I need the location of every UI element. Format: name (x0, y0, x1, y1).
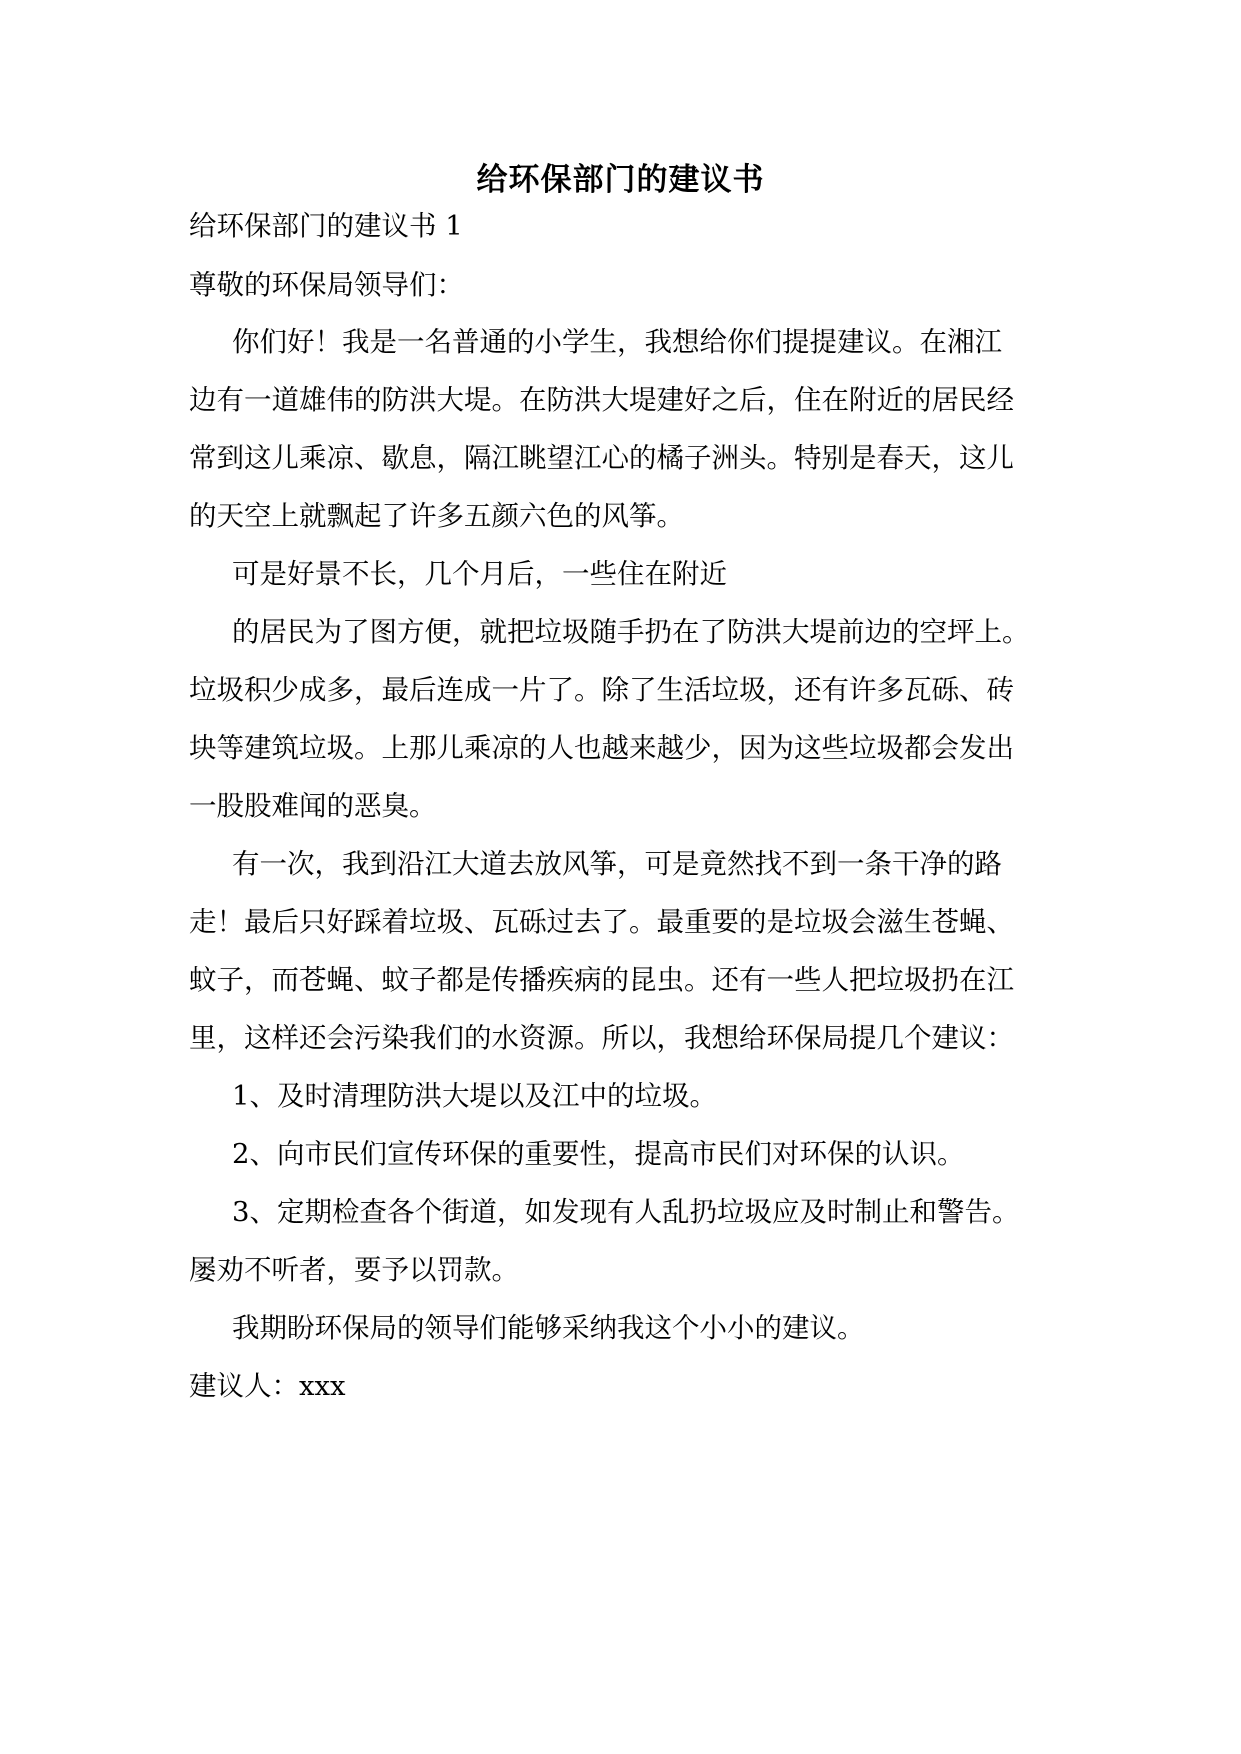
signature: 建议人：xxx (189, 1370, 346, 1402)
paragraph-line: 蚊子，而苍蝇、蚊子都是传播疾病的昆虫。还有一些人把垃圾扔在江 (189, 964, 1014, 996)
paragraph-line: 可是好景不长，几个月后，一些住在附近 (232, 558, 727, 590)
suggestion-item: 1、及时清理防洪大堤以及江中的垃圾。 (232, 1080, 717, 1112)
paragraph-line: 里，这样还会污染我们的水资源。所以，我想给环保局提几个建议： (189, 1022, 1014, 1054)
paragraph-line: 走！最后只好踩着垃圾、瓦砾过去了。最重要的是垃圾会滋生苍蝇、 (189, 906, 1014, 938)
salutation: 尊敬的环保局领导们： (189, 269, 464, 301)
document-subtitle: 给环保部门的建议书 1 (189, 210, 463, 242)
paragraph-line: 的天空上就飘起了许多五颜六色的风筝。 (189, 500, 684, 532)
paragraph-line: 边有一道雄伟的防洪大堤。在防洪大堤建好之后，住在附近的居民经 (189, 384, 1014, 416)
closing-line: 我期盼环保局的领导们能够采纳我这个小小的建议。 (232, 1312, 865, 1344)
paragraph-line: 有一次，我到沿江大道去放风筝，可是竟然找不到一条干净的路 (232, 848, 1002, 880)
paragraph-line: 垃圾积少成多，最后连成一片了。除了生活垃圾，还有许多瓦砾、砖 (189, 674, 1014, 706)
document-title: 给环保部门的建议书 (476, 162, 765, 198)
suggestion-item: 2、向市民们宣传环保的重要性，提高市民们对环保的认识。 (232, 1138, 965, 1170)
paragraph-line: 你们好！我是一名普通的小学生，我想给你们提提建议。在湘江 (232, 326, 1002, 358)
paragraph-line: 一股股难闻的恶臭。 (189, 790, 437, 822)
paragraph-line: 的居民为了图方便，就把垃圾随手扔在了防洪大堤前边的空坪上。 (232, 616, 1030, 648)
suggestion-item: 3、定期检查各个街道，如发现有人乱扔垃圾应及时制止和警告。 (232, 1196, 1020, 1228)
paragraph-line: 常到这儿乘凉、歇息，隔江眺望江心的橘子洲头。特别是春天，这儿 (189, 442, 1014, 474)
paragraph-line: 屡劝不听者，要予以罚款。 (189, 1254, 519, 1286)
paragraph-line: 块等建筑垃圾。上那儿乘凉的人也越来越少，因为这些垃圾都会发出 (189, 732, 1014, 764)
